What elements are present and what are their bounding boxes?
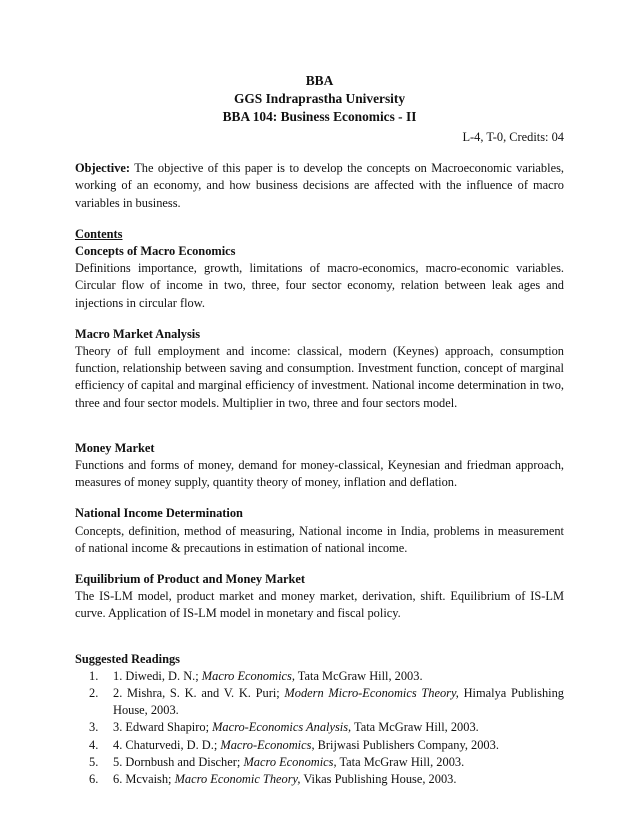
section-body-equilibrium: The IS-LM model, product market and money market, derivation, shift. Equilibrium of IS-LM curve. Application of IS-LM model in monetary and fiscal policy. <box>75 589 564 621</box>
objective-label: Objective: <box>75 161 131 176</box>
reading-item: 4. 4. Chaturvedi, D. D.; Macro-Economics, Brijwasi Publishers Company, 2003. <box>89 737 499 752</box>
section-title-national-income: National Income Determination <box>75 506 243 521</box>
contents-heading: Contents <box>75 226 123 241</box>
section-title-equilibrium: Equilibrium of Product and Money Market <box>75 572 306 587</box>
readings-heading: Suggested Readings <box>75 651 180 666</box>
credits-line: L-4, T-0, Credits: 04 <box>462 130 564 144</box>
section-title-money-market: Money Market <box>75 440 155 455</box>
reading-item: 1. 1. Diwedi, D. N.; Macro Economics, Tata McGraw Hill, 2003. <box>89 668 423 683</box>
section-body-macro-market: Theory of full employment and income: classical, modern (Keynes) approach, consumption function, relationship between saving and consumption. Investment function, concept of marginal efficiency of capital and marginal efficiency of investment. National income determination in two, three and four sector models. Multiplier in two, three and four sectors model. <box>75 344 564 410</box>
university-name: GGS Indraprastha University <box>233 91 406 106</box>
section-body-concepts: Definitions importance, growth, limitations of macro-economics, macro-economic variables. Circular flow of income in two, three, four sector economy, relation between leak ages and injections in circular flow. <box>75 261 564 310</box>
section-body-money-market: Functions and forms of money, demand for money-classical, Keynesian and friedman approach, measures of money supply, quantity theory of money, inflation and deflation. <box>75 458 564 490</box>
objective-text: The objective of this paper is to develop the concepts on Macroeconomic variables, working of an economy, and how business decisions are affected with the influence of macro variables in business. <box>75 161 564 210</box>
reading-item: 5. 5. Dornbush and Discher; Macro Economics, Tata McGraw Hill, 2003. <box>89 754 465 769</box>
section-body-national-income: Concepts, definition, method of measuring, National income in India, problems in measurement of national income & precautions in estimation of national income. <box>75 523 564 555</box>
section-title-macro-market: Macro Market Analysis <box>75 326 201 341</box>
readings-list <box>75 668 564 788</box>
reading-item: 6. 6. Mcvaish; Macro Economic Theory, Vikas Publishing House, 2003. <box>89 772 457 787</box>
objective-paragraph <box>75 160 564 212</box>
reading-item: 3. 3. Edward Shapiro; Macro-Economics Analysis, Tata McGraw Hill, 2003. <box>89 720 479 735</box>
program-title: BBA <box>305 73 334 88</box>
syllabus-page <box>75 72 564 788</box>
section-title-concepts: Concepts of Macro Economics <box>75 244 236 259</box>
course-title: BBA 104: Business Economics - II <box>222 109 417 124</box>
reading-item: 2. 2. Mishra, S. K. and V. K. Puri; Modern Micro-Economics Theory, Himalya Publishing House, 2003. <box>89 686 564 718</box>
